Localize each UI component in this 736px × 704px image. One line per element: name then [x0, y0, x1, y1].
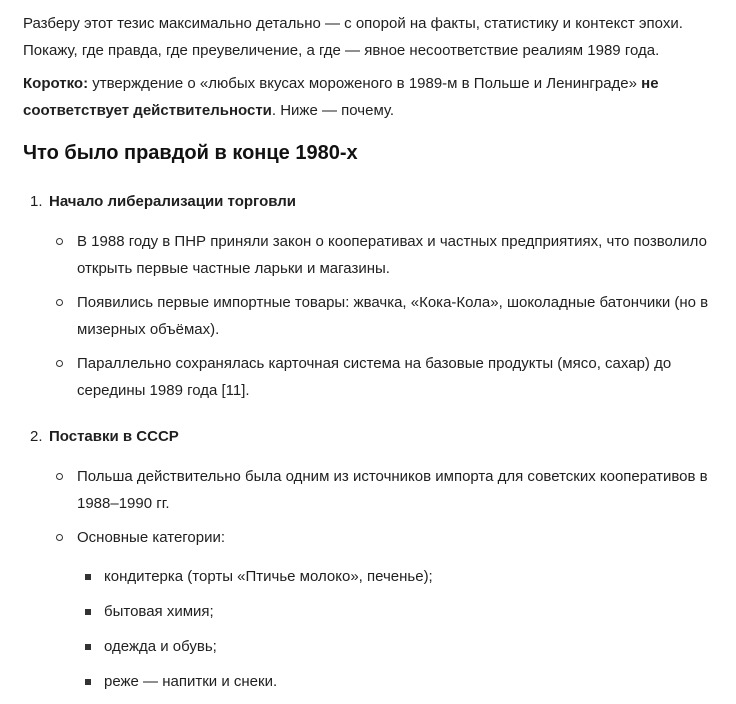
bullet-list: [49, 228, 723, 404]
summary-paragraph: [23, 70, 723, 124]
bullet-text: В 1988 году в ПНР приняли закон о кооперативах и частных предприятиях, что позволило открыть первые частные ларьки и магазины.: [77, 233, 707, 277]
nested-bullet-item: [77, 633, 723, 660]
bullet-item: [49, 524, 723, 695]
bullet-text: Польша действительно была одним из источников импорта для советских кооперативов в 1988–1990 гг.: [77, 468, 708, 512]
square-bullet-icon: [85, 644, 91, 650]
square-bullet-icon: [85, 609, 91, 615]
summary-text-1: утверждение о «любых вкусах мороженого в 1989-м в Польше и Ленинграде»: [88, 75, 642, 92]
list-item-supplies: [23, 425, 723, 695]
square-bullet-icon: [85, 574, 91, 580]
list-number: 2.: [30, 428, 43, 445]
nested-bullet-text: бытовая химия;: [104, 603, 214, 620]
summary-text-2: . Ниже — почему.: [271, 102, 395, 119]
nested-bullet-text: кондитерка (торты «Птичье молоко», печенье);: [104, 568, 433, 585]
list-number: 1.: [30, 193, 43, 210]
nested-bullet-text: одежда и обувь;: [104, 638, 217, 655]
circle-bullet-icon: [56, 360, 63, 367]
numbered-list: [23, 190, 723, 695]
list-spacer: [23, 411, 723, 425]
bullet-item: [49, 228, 723, 282]
bullet-list: [49, 463, 723, 695]
bullet-item: [49, 463, 723, 517]
nested-bullet-text: реже — напитки и снеки.: [104, 673, 278, 690]
list-item-title: Поставки в СССР: [49, 428, 179, 445]
bullet-item: [49, 289, 723, 343]
summary-emphasis: не соответствует действительности: [23, 75, 659, 119]
bullet-text: Появились первые импортные товары: жвачка, «Кока-Кола», шоколадные батончики (но в мизерных объёмах).: [77, 294, 709, 338]
bullet-text: Основные категории:: [77, 529, 226, 546]
bullet-text: Параллельно сохранялась карточная система на базовые продукты (мясо, сахар) до середины 1989 года [11].: [77, 355, 672, 399]
intro-paragraph: Разберу этот тезис максимально детально — с опорой на факты, статистику и контекст эпохи. Покажу, где правда, где преувеличение, а где — явное несоответствие реалиям 1989 года.: [23, 15, 683, 59]
nested-bullet-list: [77, 563, 723, 695]
nested-bullet-item: [77, 668, 723, 695]
circle-bullet-icon: [56, 299, 63, 306]
nested-bullet-item: [77, 563, 723, 590]
summary-label: Коротко:: [23, 75, 89, 92]
square-bullet-icon: [85, 679, 91, 685]
nested-bullet-item: [77, 598, 723, 625]
circle-bullet-icon: [56, 238, 63, 245]
list-item-liberalization: [23, 190, 723, 404]
circle-bullet-icon: [56, 473, 63, 480]
list-item-title: Начало либерализации торговли: [49, 193, 297, 210]
section-heading: Что было правдой в конце 1980-х: [23, 142, 358, 164]
bullet-item: [49, 350, 723, 404]
circle-bullet-icon: [56, 534, 63, 541]
